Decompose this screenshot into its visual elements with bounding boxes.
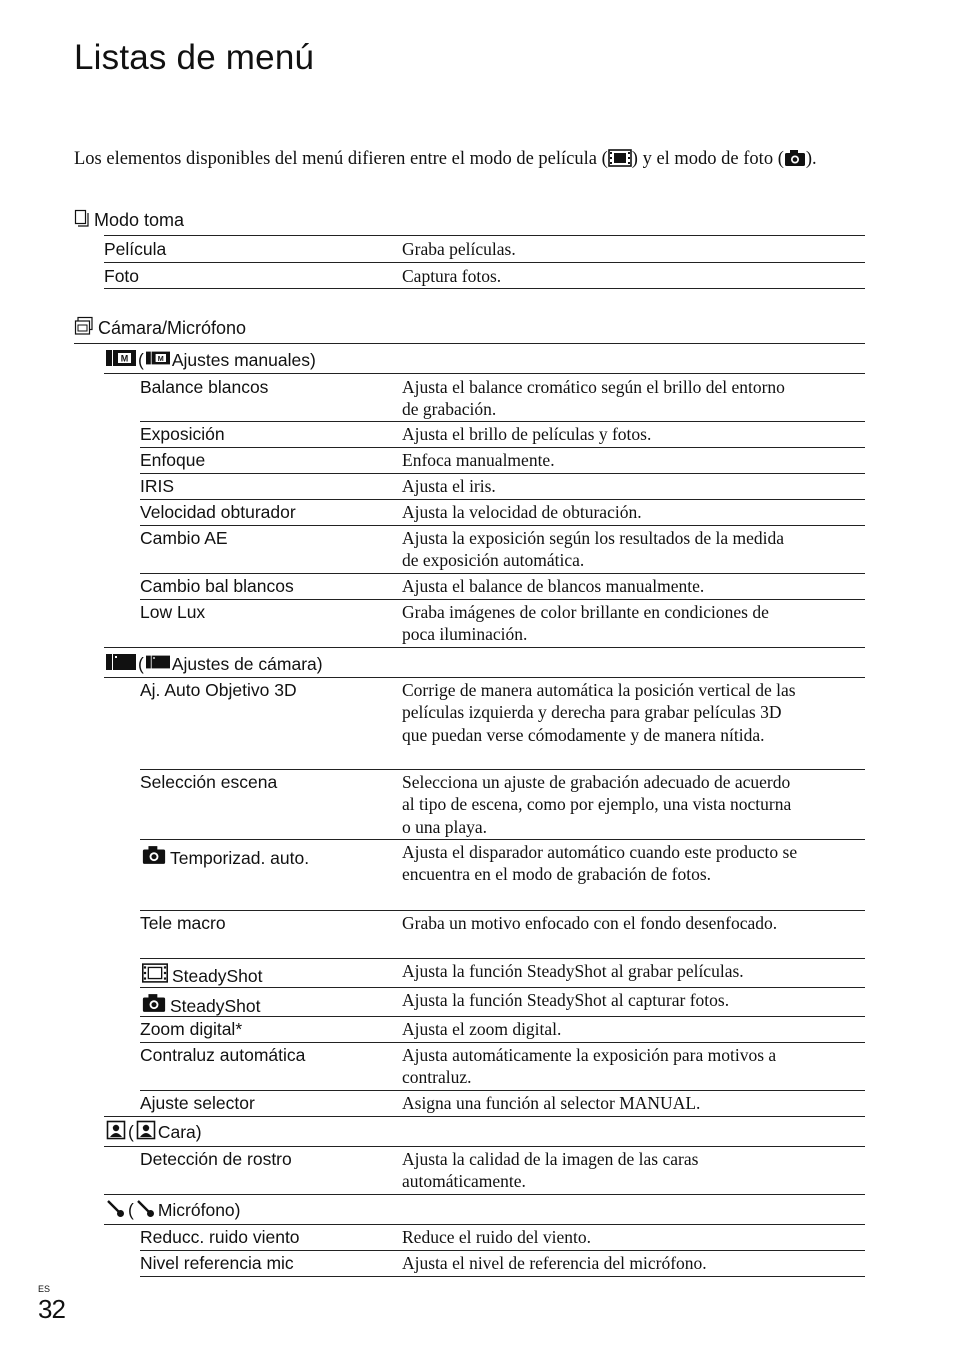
- group-paren: (: [138, 349, 144, 370]
- intro-part-2: ) y el modo de foto (: [631, 149, 784, 169]
- menu-item-steadyshot-movie: [140, 963, 262, 988]
- page-title: Listas de menú: [74, 38, 315, 77]
- menu-item-description: Ajusta la exposición según los resultados de la medida de exposición automática.: [402, 528, 785, 571]
- menu-item-label: Zoom digital*: [140, 1019, 243, 1039]
- face-icon: [136, 1120, 156, 1145]
- photo-camera-icon: [140, 993, 168, 1018]
- divider: [140, 1276, 865, 1277]
- divider: [140, 1042, 865, 1043]
- divider: [74, 343, 865, 344]
- group-microfono: [104, 1199, 241, 1221]
- menu-item-label: SteadyShot: [170, 995, 261, 1016]
- divider: [140, 473, 865, 474]
- intro-part-1: Los elementos disponibles del menú difieren entre el modo de película (: [74, 149, 608, 169]
- menu-item-label: Low Lux: [140, 602, 206, 622]
- menu-item-label: Exposición: [140, 424, 225, 444]
- menu-item-self-timer: [140, 845, 309, 870]
- divider: [140, 910, 865, 911]
- divider: [104, 1224, 865, 1225]
- menu-item-label: Detección de rostro: [140, 1149, 292, 1169]
- divider: [140, 573, 865, 574]
- menu-item-description: Ajusta la función SteadyShot al capturar fotos.: [402, 990, 730, 1010]
- microphone-icon: [106, 1198, 126, 1223]
- language-marker: ES: [38, 1284, 51, 1294]
- menu-item-description: Ajusta el balance cromático según el brillo del entorno de grabación.: [402, 377, 785, 420]
- menu-item-label: Nivel referencia mic: [140, 1253, 294, 1273]
- menu-item-label: Contraluz automática: [140, 1045, 306, 1065]
- group-label: Cara): [157, 1121, 202, 1142]
- menu-item-label: Foto: [104, 266, 140, 286]
- movie-mode-icon: [140, 963, 170, 988]
- group-ajustes-manuales: [104, 349, 316, 371]
- page-number: 32: [38, 1294, 65, 1324]
- divider: [140, 839, 865, 840]
- menu-item-description: Ajusta el balance de blancos manualmente.: [402, 576, 705, 596]
- section-heading: Modo toma: [94, 209, 185, 230]
- menu-item-description: Ajusta el zoom digital.: [402, 1019, 562, 1039]
- camera-mic-icon: [74, 316, 94, 341]
- menu-item-description: Ajusta el nivel de referencia del micrófono.: [402, 1253, 707, 1273]
- section-modo-toma: [74, 209, 184, 231]
- menu-item-label: SteadyShot: [172, 965, 263, 986]
- divider: [140, 499, 865, 500]
- menu-item-label: Velocidad obturador: [140, 502, 296, 522]
- divider: [140, 1090, 865, 1091]
- photo-camera-icon: [784, 148, 806, 176]
- menu-item-description: Ajusta el brillo de películas y fotos.: [402, 424, 652, 444]
- menu-item-label: Enfoque: [140, 450, 206, 470]
- divider: [140, 769, 865, 770]
- menu-item-description: Asigna una función al selector MANUAL.: [402, 1093, 701, 1113]
- divider: [140, 1016, 865, 1017]
- menu-item-description: Ajusta la función SteadyShot al grabar películas.: [402, 961, 744, 981]
- divider: [140, 447, 865, 448]
- group-ajustes-camara: [104, 653, 323, 675]
- divider: [140, 525, 865, 526]
- menu-item-steadyshot-photo: [140, 993, 260, 1018]
- camera-settings-icon: [146, 654, 170, 675]
- group-label: Ajustes manuales): [171, 349, 316, 370]
- menu-item-label: Película: [104, 239, 167, 259]
- intro-text: [74, 145, 874, 176]
- menu-item-description: Enfoca manualmente.: [402, 450, 555, 470]
- menu-item-description: Corrige de manera automática la posición vertical de las películas izquierda y derecha para grabar películas 3D que puedan verse cómodamente y de manera nítida.: [402, 680, 796, 745]
- menu-item-label: Temporizad. auto.: [170, 847, 310, 868]
- divider: [104, 1146, 865, 1147]
- group-cara: [104, 1121, 202, 1143]
- menu-item-description: Graba películas.: [402, 239, 516, 259]
- group-label: Micrófono): [157, 1199, 241, 1220]
- menu-item-description: Graba imágenes de color brillante en condiciones de poca iluminación.: [402, 602, 769, 645]
- menu-item-description: Graba un motivo enfocado con el fondo desenfocado.: [402, 913, 778, 933]
- menu-item-description: Captura fotos.: [402, 266, 502, 286]
- camera-settings-icon: [106, 652, 136, 677]
- menu-item-label: Selección escena: [140, 772, 278, 792]
- divider: [104, 1116, 865, 1117]
- photo-camera-icon: [140, 845, 168, 870]
- menu-item-label: Tele macro: [140, 913, 226, 933]
- svg-text:M: M: [157, 353, 164, 363]
- group-label: Ajustes de cámara): [171, 653, 323, 674]
- face-icon: [106, 1120, 126, 1145]
- menu-item-description: Selecciona un ajuste de grabación adecuado de acuerdo al tipo de escena, como por ejemplo, una vista nocturna o una playa.: [402, 772, 792, 837]
- divider: [104, 647, 865, 648]
- divider: [104, 677, 865, 678]
- intro-part-3: ).: [805, 149, 817, 169]
- group-paren: (: [128, 1199, 134, 1220]
- menu-item-label: Reducc. ruido viento: [140, 1227, 300, 1247]
- group-paren: (: [128, 1121, 134, 1142]
- section-camara-microfono: [74, 317, 246, 339]
- menu-item-description: Reduce el ruido del viento.: [402, 1227, 592, 1247]
- menu-item-description: Ajusta el iris.: [402, 476, 496, 496]
- menu-item-label: Cambio bal blancos: [140, 576, 294, 596]
- group-paren: (: [138, 653, 144, 674]
- divider: [104, 262, 865, 263]
- divider: [140, 987, 865, 988]
- menu-item-description: Ajusta el disparador automático cuando este producto se encuentra en el modo de grabación de fotos.: [402, 842, 798, 885]
- menu-item-label: Balance blancos: [140, 377, 269, 397]
- divider: [140, 1250, 865, 1251]
- shooting-mode-icon: [74, 209, 90, 232]
- manual-settings-icon: [146, 350, 170, 371]
- menu-item-label: Ajuste selector: [140, 1093, 255, 1113]
- divider: [140, 958, 865, 959]
- menu-item-label: Aj. Auto Objetivo 3D: [140, 680, 297, 700]
- divider: [104, 235, 865, 236]
- menu-item-description: Ajusta la calidad de la imagen de las caras automáticamente.: [402, 1149, 699, 1192]
- divider: [104, 1194, 865, 1195]
- divider: [104, 373, 865, 374]
- menu-item-description: Ajusta automáticamente la exposición para motivos a contraluz.: [402, 1045, 777, 1088]
- svg-text:M: M: [120, 353, 129, 363]
- menu-item-description: Ajusta la velocidad de obturación.: [402, 502, 642, 522]
- menu-item-label: Cambio AE: [140, 528, 228, 548]
- movie-mode-icon: [608, 148, 632, 176]
- section-heading: Cámara/Micrófono: [98, 317, 247, 338]
- divider: [140, 599, 865, 600]
- manual-settings-icon: [106, 348, 136, 373]
- microphone-icon: [136, 1198, 156, 1223]
- menu-item-label: IRIS: [140, 476, 175, 496]
- divider: [140, 421, 865, 422]
- divider: [104, 288, 865, 289]
